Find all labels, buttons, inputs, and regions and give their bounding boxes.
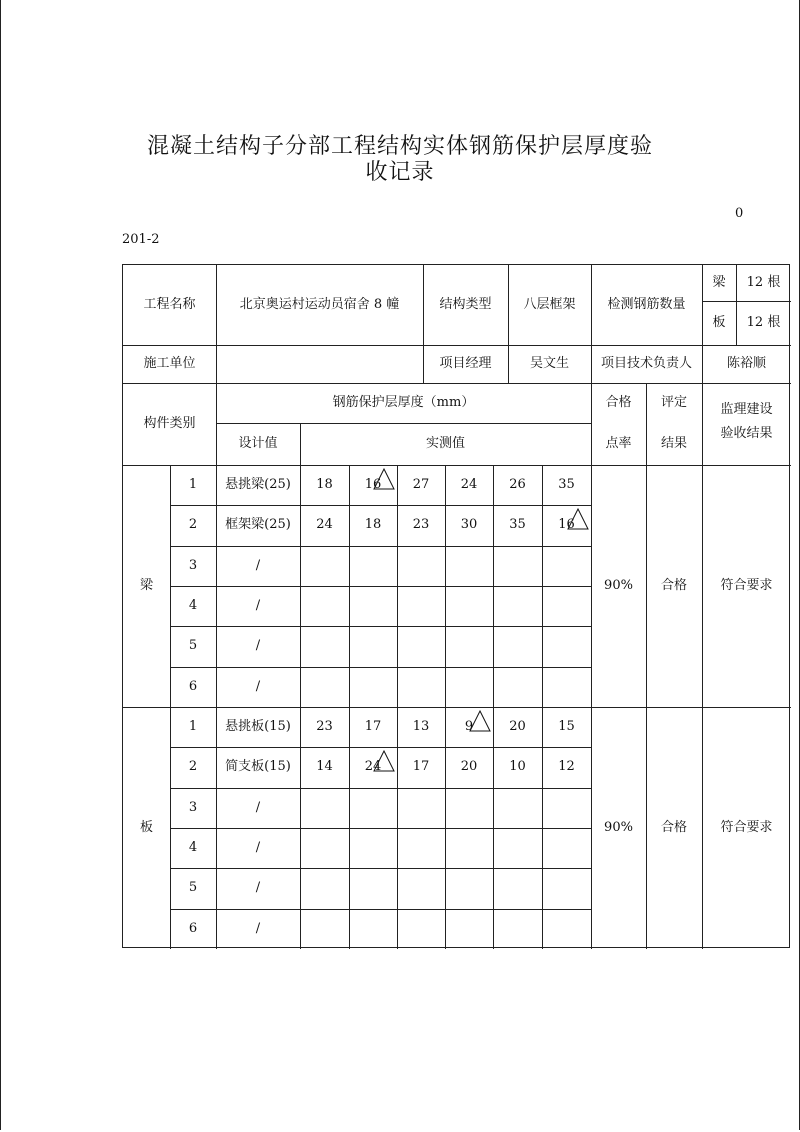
grid-line xyxy=(646,383,647,465)
evaluation-header-line1: 评定 xyxy=(660,395,687,410)
row-number: 4 xyxy=(188,840,198,856)
measured-value: 17 xyxy=(364,719,382,735)
measured-value: 24 xyxy=(364,759,382,775)
measured-value: 12 xyxy=(558,759,575,775)
design-value: / xyxy=(255,557,261,573)
measured-value xyxy=(493,546,542,586)
measured-value xyxy=(397,586,445,626)
measured-value xyxy=(542,667,591,707)
measured-value xyxy=(445,909,493,949)
measured-value xyxy=(445,788,493,828)
measured-value xyxy=(542,788,591,828)
measured-value: 20 xyxy=(509,719,526,735)
measured-value: 18 xyxy=(364,517,382,533)
measured-value: 15 xyxy=(558,719,575,735)
measured-value: 20 xyxy=(460,759,478,775)
beam-count-label: 梁 xyxy=(712,275,726,290)
measured-value xyxy=(349,868,397,908)
document-title-line1: 混凝土结构子分部工程结构实体钢筋保护层厚度验 xyxy=(146,134,653,159)
measured-value: 24 xyxy=(460,477,478,493)
out-of-tolerance-triangle-icon xyxy=(567,508,589,530)
grid-line xyxy=(591,383,592,465)
grid-line xyxy=(702,265,703,345)
measured-value xyxy=(493,586,542,626)
measured-value xyxy=(493,868,542,908)
member-type-header: 构件类别 xyxy=(143,416,196,431)
document-title-line2: 收记录 xyxy=(365,160,435,185)
evaluation-result: 合格 xyxy=(660,819,687,835)
measured-value: 16 xyxy=(364,477,382,493)
structure-type-value: 八层框架 xyxy=(523,297,576,312)
grid-line xyxy=(216,345,217,383)
project-manager-value: 吴文生 xyxy=(529,356,569,371)
measured-value xyxy=(445,626,493,666)
measured-value xyxy=(300,788,349,828)
measured-value: 18 xyxy=(316,477,333,493)
measured-value xyxy=(493,667,542,707)
grid-line xyxy=(736,265,737,345)
measured-value xyxy=(397,828,445,868)
measured-value xyxy=(397,667,445,707)
design-value: 悬挑梁(25) xyxy=(225,477,291,493)
grid-line xyxy=(216,383,217,465)
design-value: 框架梁(25) xyxy=(225,517,291,533)
technical-lead-value: 陈裕顺 xyxy=(726,356,766,371)
grid-line xyxy=(423,345,424,383)
measured-value: 23 xyxy=(316,719,333,735)
measured-value: 16 xyxy=(558,517,575,533)
design-value: / xyxy=(255,840,261,856)
measured-value: 13 xyxy=(412,719,430,735)
row-number: 5 xyxy=(188,638,198,654)
row-number: 3 xyxy=(188,799,198,815)
measured-value xyxy=(542,909,591,949)
measured-value xyxy=(445,546,493,586)
measured-value xyxy=(493,828,542,868)
beam-count-value: 12 根 xyxy=(746,275,781,290)
measured-value: 17 xyxy=(412,759,430,775)
measured-value: 30 xyxy=(460,517,478,533)
project-name-value: 北京奥运村运动员宿舍 8 幢 xyxy=(239,297,400,312)
row-number: 4 xyxy=(188,598,198,614)
measured-value xyxy=(542,868,591,908)
measured-value xyxy=(300,868,349,908)
structure-type-label: 结构类型 xyxy=(439,297,492,312)
row-number: 5 xyxy=(188,880,198,896)
measured-value xyxy=(397,546,445,586)
evaluation-header-line2: 结果 xyxy=(660,436,687,451)
pass-rate-header-line2: 点率 xyxy=(605,436,632,451)
measured-value xyxy=(397,868,445,908)
slab-count-label: 板 xyxy=(712,315,726,330)
row-number: 2 xyxy=(188,517,198,533)
measured-value xyxy=(445,667,493,707)
measured-value: 35 xyxy=(509,517,526,533)
grid-line xyxy=(300,423,301,465)
out-of-tolerance-triangle-icon xyxy=(373,750,395,772)
measured-values-header: 实测值 xyxy=(425,436,465,451)
evaluation-result: 合格 xyxy=(660,577,687,593)
measured-value xyxy=(300,667,349,707)
measured-value xyxy=(445,828,493,868)
form-code-prefix: 201-2 xyxy=(122,232,160,247)
row-number: 3 xyxy=(188,557,198,573)
measured-value: 24 xyxy=(316,517,333,533)
project-manager-label: 项目经理 xyxy=(439,356,492,371)
cover-thickness-header: 钢筋保护层厚度（mm） xyxy=(332,395,475,410)
measured-value xyxy=(300,828,349,868)
measured-value xyxy=(349,788,397,828)
grid-line xyxy=(423,265,424,345)
measured-value xyxy=(397,626,445,666)
technical-lead-label: 项目技术负责人 xyxy=(600,356,692,371)
design-value: / xyxy=(255,799,261,815)
measured-value: 26 xyxy=(509,477,526,493)
design-value: / xyxy=(255,920,261,936)
grid-line xyxy=(123,383,791,384)
out-of-tolerance-triangle-icon xyxy=(373,468,395,490)
row-number: 6 xyxy=(188,920,198,936)
supervision-header-line1: 监理建设 xyxy=(720,401,773,417)
grid-line xyxy=(702,383,703,465)
grid-line xyxy=(702,345,703,383)
measured-value: 14 xyxy=(316,759,333,775)
member-category: 板 xyxy=(139,819,153,835)
measured-value xyxy=(493,788,542,828)
measured-value xyxy=(349,909,397,949)
design-value-header: 设计值 xyxy=(238,436,278,451)
grid-line xyxy=(702,301,791,302)
rebar-count-label: 检测钢筋数量 xyxy=(607,297,686,312)
measured-value xyxy=(349,667,397,707)
member-category: 梁 xyxy=(139,577,153,593)
contractor-label: 施工单位 xyxy=(143,356,196,371)
grid-line xyxy=(216,423,591,424)
design-value: 悬挑板(15) xyxy=(225,719,291,735)
measured-value xyxy=(493,909,542,949)
design-value: / xyxy=(255,598,261,614)
project-name-label: 工程名称 xyxy=(143,297,196,312)
row-number: 1 xyxy=(188,719,198,735)
measured-value: 10 xyxy=(509,759,526,775)
measured-value xyxy=(349,626,397,666)
contractor-value xyxy=(216,345,423,383)
design-value: / xyxy=(255,638,261,654)
measured-value xyxy=(349,546,397,586)
measured-value: 27 xyxy=(412,477,430,493)
design-value: / xyxy=(255,678,261,694)
supervision-header-line2: 验收结果 xyxy=(720,426,773,441)
out-of-tolerance-triangle-icon xyxy=(469,710,491,732)
pass-rate-value: 90% xyxy=(604,577,633,593)
measured-value xyxy=(300,909,349,949)
measured-value xyxy=(300,546,349,586)
measured-value: 35 xyxy=(558,477,575,493)
measured-value xyxy=(542,546,591,586)
measured-value xyxy=(542,586,591,626)
measured-value: 23 xyxy=(412,517,430,533)
grid-line xyxy=(508,265,509,345)
grid-line xyxy=(591,265,592,345)
supervision-result: 符合要求 xyxy=(720,819,773,835)
row-number: 6 xyxy=(188,678,198,694)
inspection-record-table xyxy=(122,264,790,948)
design-value: / xyxy=(255,880,261,896)
row-number: 2 xyxy=(188,759,198,775)
row-number: 1 xyxy=(188,477,198,493)
measured-value xyxy=(397,788,445,828)
grid-line xyxy=(123,345,791,346)
measured-value xyxy=(445,868,493,908)
pass-rate-header-line1: 合格 xyxy=(605,395,632,410)
measured-value xyxy=(349,586,397,626)
form-code-number: 0 xyxy=(735,206,744,221)
measured-value xyxy=(300,626,349,666)
design-value: 简支板(15) xyxy=(225,759,291,775)
measured-value xyxy=(397,909,445,949)
measured-value xyxy=(300,586,349,626)
measured-value xyxy=(349,828,397,868)
grid-line xyxy=(591,345,592,383)
measured-value xyxy=(493,626,542,666)
pass-rate-value: 90% xyxy=(604,819,633,835)
grid-line xyxy=(508,345,509,383)
slab-count-value: 12 根 xyxy=(746,315,781,330)
grid-line xyxy=(216,265,217,345)
measured-value xyxy=(445,586,493,626)
measured-value xyxy=(542,828,591,868)
measured-value: 9 xyxy=(464,719,474,735)
supervision-result: 符合要求 xyxy=(720,577,773,593)
measured-value xyxy=(542,626,591,666)
